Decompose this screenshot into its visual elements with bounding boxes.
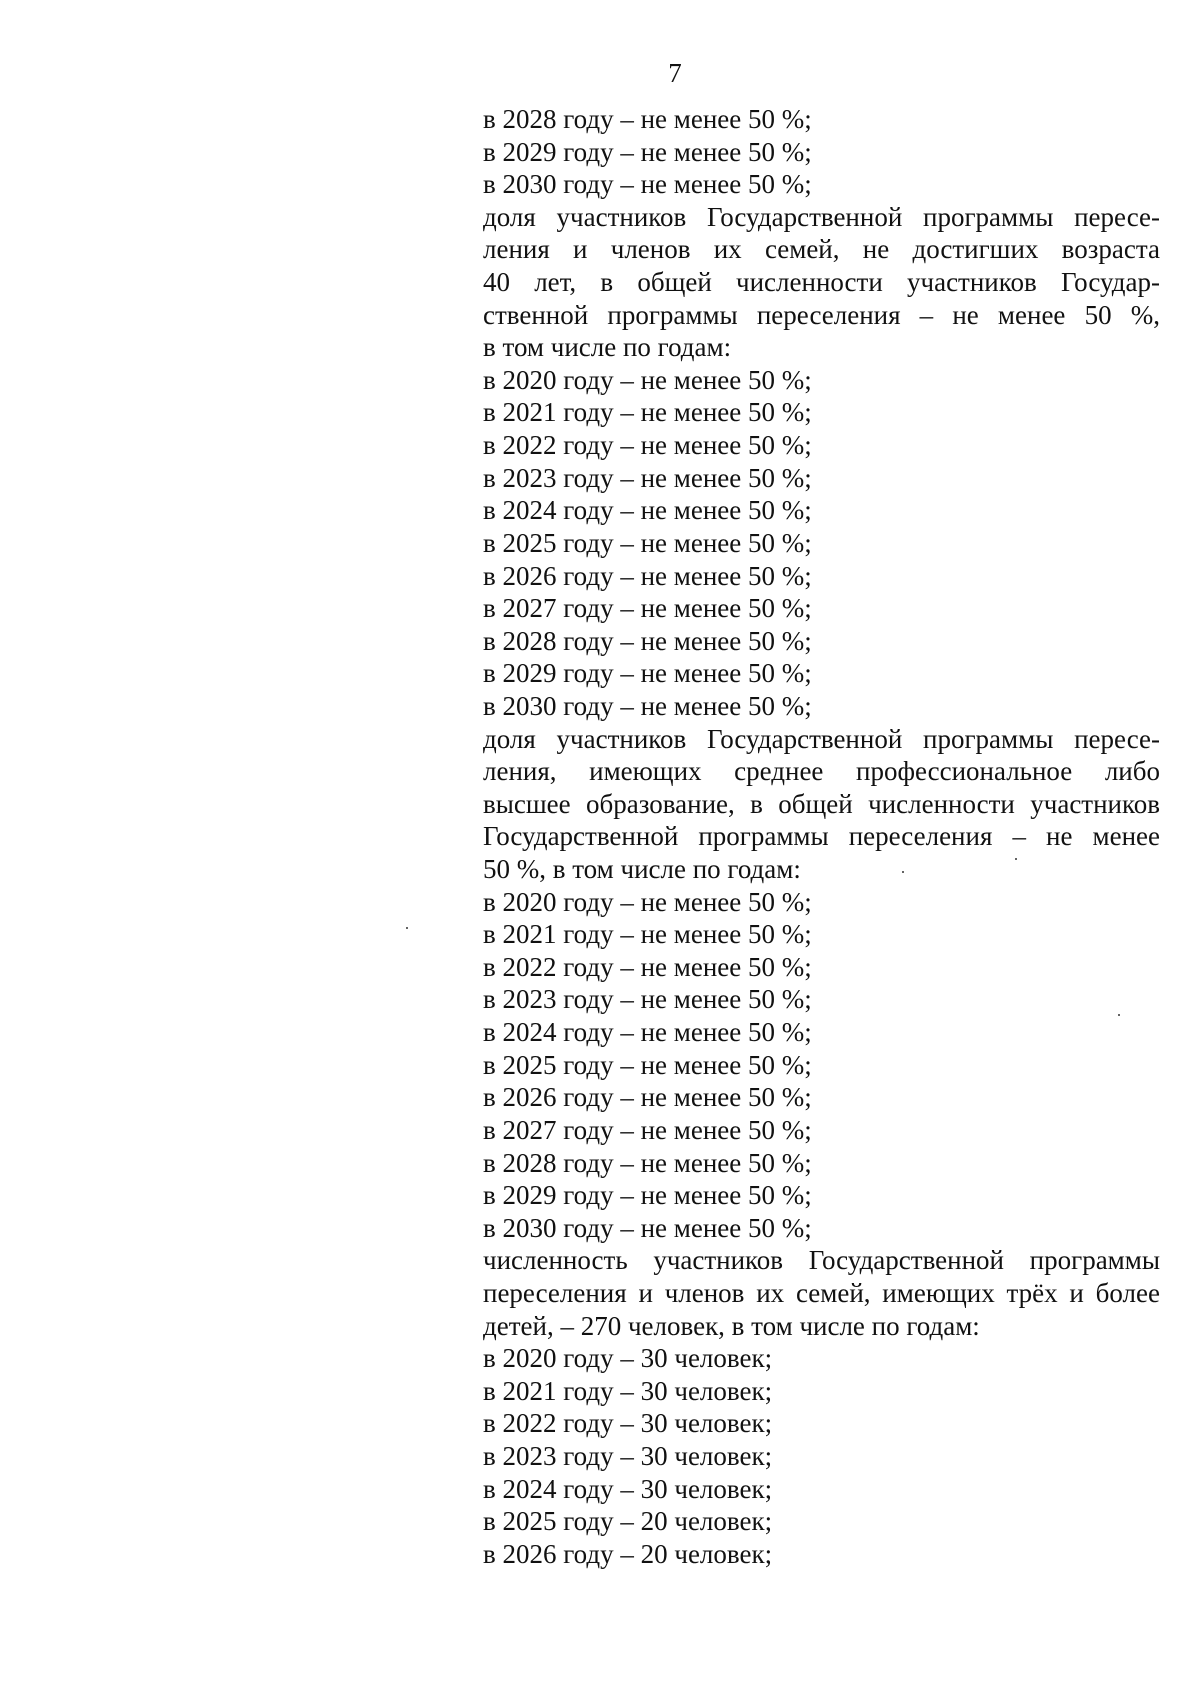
list-item: в 2027 году – не менее 50 %; <box>483 593 812 624</box>
paragraph-line: в том числе по годам: <box>483 332 732 363</box>
list-item: в 2027 году – не менее 50 %; <box>483 1114 812 1145</box>
page-number: 7 <box>668 58 682 88</box>
list-item: в 2020 году – не менее 50 %; <box>483 364 812 395</box>
list-item: в 2028 году – не менее 50 %; <box>483 1147 812 1178</box>
list-item: в 2020 году – не менее 50 %; <box>483 886 812 917</box>
scan-speck <box>902 871 904 873</box>
paragraph-line: высшее образование, в общей численности участников <box>483 788 1160 819</box>
section-education-share <box>483 723 1160 1245</box>
list-item: в 2024 году – не менее 50 %; <box>483 495 812 526</box>
list-item: в 2024 году – не менее 50 %; <box>483 1017 812 1048</box>
document-body <box>483 103 1160 1570</box>
list-item: в 2030 году – не менее 50 %; <box>483 169 812 200</box>
section-paragraph <box>483 723 1160 886</box>
section-paragraph <box>483 1244 1160 1342</box>
list-item: в 2029 году – не менее 50 %; <box>483 136 812 167</box>
list-item: в 2025 году – 20 человек; <box>483 1506 773 1537</box>
list-item: в 2026 году – не менее 50 %; <box>483 1082 812 1113</box>
list-item: в 2021 году – не менее 50 %; <box>483 919 812 950</box>
list-item: в 2021 году – не менее 50 %; <box>483 397 812 428</box>
paragraph-line: 50 %, в том числе по годам: <box>483 854 801 885</box>
list-item: в 2026 году – не менее 50 %; <box>483 560 812 591</box>
scan-speck <box>1118 1014 1120 1016</box>
paragraph-line: ления, имеющих среднее профессиональное либо <box>483 756 1160 787</box>
paragraph-line: доля участников Государственной программы пересе- <box>483 201 1160 232</box>
paragraph-line: 40 лет, в общей численности участников Государ- <box>483 267 1160 298</box>
list-item: в 2023 году – не менее 50 %; <box>483 462 812 493</box>
year-list <box>483 364 1160 723</box>
paragraph-line: численность участников Государственной программы <box>483 1245 1160 1276</box>
list-item: в 2024 году – 30 человек; <box>483 1473 773 1504</box>
list-item: в 2029 году – не менее 50 %; <box>483 658 812 689</box>
list-item: в 2030 году – не менее 50 %; <box>483 1212 812 1243</box>
paragraph-line: доля участников Государственной программы пересе- <box>483 723 1160 754</box>
year-list <box>483 886 1160 1245</box>
list-item: в 2030 году – не менее 50 %; <box>483 690 812 721</box>
list-item: в 2023 году – 30 человек; <box>483 1440 773 1471</box>
list-item: в 2028 году – не менее 50 %; <box>483 104 812 134</box>
list-item: в 2022 году – не менее 50 %; <box>483 430 812 461</box>
list-item: в 2029 году – не менее 50 %; <box>483 1180 812 1211</box>
paragraph-line: Государственной программы переселения – не менее <box>483 821 1160 852</box>
list-item: в 2023 году – не менее 50 %; <box>483 984 812 1015</box>
paragraph-line: переселения и членов их семей, имеющих трёх и более <box>483 1277 1160 1308</box>
list-item: в 2022 году – не менее 50 %; <box>483 951 812 982</box>
list-item: в 2028 году – не менее 50 %; <box>483 625 812 656</box>
list-item: в 2021 году – 30 человек; <box>483 1375 773 1406</box>
section-large-families-count <box>483 1244 1160 1570</box>
year-list <box>483 1342 1160 1570</box>
list-item: в 2026 году – 20 человек; <box>483 1538 773 1569</box>
top-list <box>483 103 1160 201</box>
list-item: в 2025 году – не менее 50 %; <box>483 527 812 558</box>
list-item: в 2025 году – не менее 50 %; <box>483 1049 812 1080</box>
paragraph-line: ления и членов их семей, не достигших возраста <box>483 234 1160 265</box>
section-under-40-share <box>483 201 1160 723</box>
scan-speck <box>406 927 408 929</box>
section-paragraph <box>483 201 1160 364</box>
list-item: в 2022 году – 30 человек; <box>483 1408 773 1439</box>
paragraph-line: детей, – 270 человек, в том числе по годам: <box>483 1310 980 1341</box>
scan-speck <box>1015 858 1017 860</box>
list-item: в 2020 году – 30 человек; <box>483 1343 773 1374</box>
paragraph-line: ственной программы переселения – не менее 50 %, <box>483 299 1160 330</box>
